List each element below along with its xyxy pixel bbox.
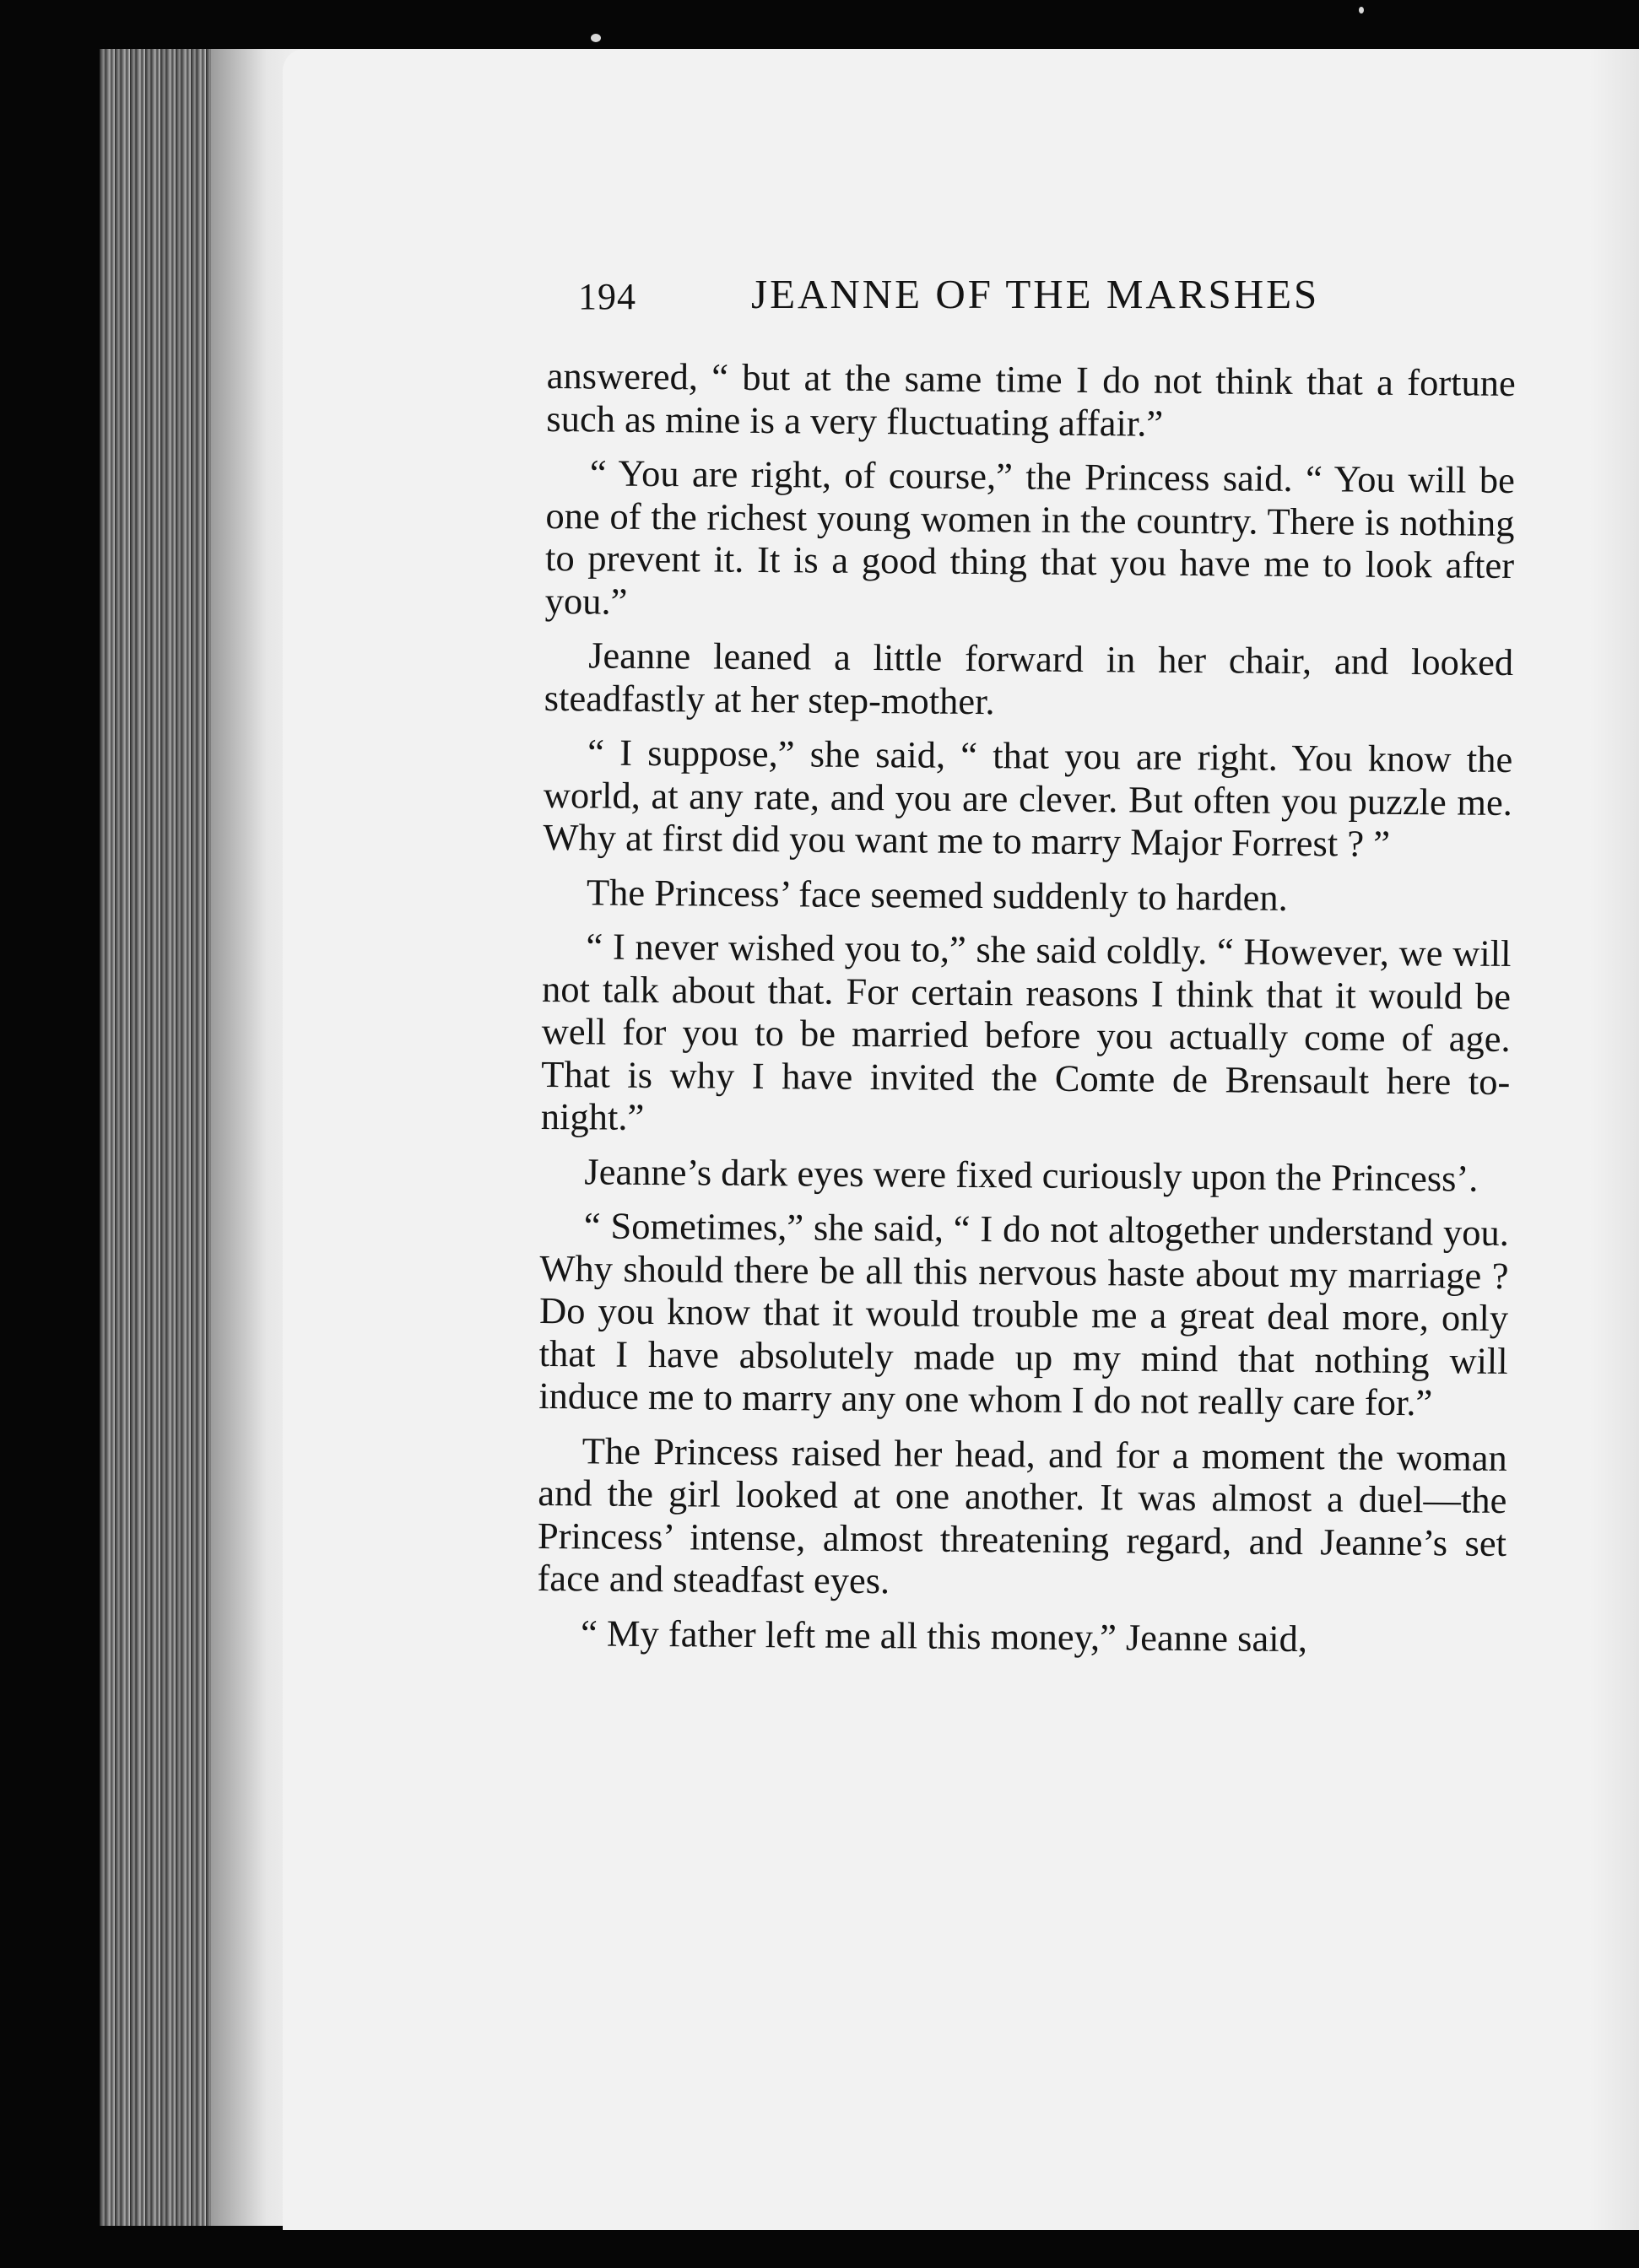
- paragraph: “ My father left me all this money,” Jeanne said,: [580, 1611, 1308, 1660]
- dust-speck: [1359, 7, 1364, 14]
- body-text: [537, 354, 1516, 1673]
- paragraph: Jeanne leaned a little forward in her chair, and looked steadfastly at her step-mother.: [544, 634, 1514, 722]
- paragraph: answered, “ but at the same time I do not think that a fortune such as mine is a very fluctuating affair.”: [546, 354, 1516, 445]
- running-head: [578, 270, 1532, 329]
- book-title: JEANNE OF THE MARSHES: [751, 271, 1320, 317]
- page-shading: [1588, 49, 1639, 2230]
- paragraph: “ Sometimes,” she said, “ I do not altogether understand you. Why should there be all this nervous haste about my marriage ? Do you know that it would trouble me a great deal more, only that I have absolutely made up my mind that nothing will induce me to marry any one whom I do not really care for.”: [538, 1204, 1510, 1424]
- paragraph: “ I suppose,” she said, “ that you are right. You know the world, at any rate, and you are clever. But often you puzzle me. Why at first did you want me to marry Major Forrest ? ”: [543, 731, 1513, 865]
- paragraph: “ I never wished you to,” she said coldly. “ However, we will not talk about that. For certain reasons I think that it would be well for you to be married before you actually come of age. That is why I have invited the Comte de Brensault here to-night.”: [540, 925, 1512, 1138]
- paragraph: Jeanne’s dark eyes were fixed curiously upon the Princess’.: [584, 1149, 1479, 1200]
- dust-speck: [591, 34, 601, 42]
- page-number: 194: [578, 276, 636, 317]
- paragraph: The Princess raised her head, and for a moment the woman and the girl looked at one another. It was almost a duel—the Princess’ intense, almost threatening regard, and Jeanne’s set face and steadfast eyes.: [537, 1428, 1507, 1602]
- paragraph: The Princess’ face seemed suddenly to harden.: [586, 870, 1288, 919]
- paragraph: “ You are right, of course,” the Princess said. “ You will be one of the richest young women in the country. There is nothing to prevent it. It is a good thing that you have me to look after you.”: [544, 451, 1516, 623]
